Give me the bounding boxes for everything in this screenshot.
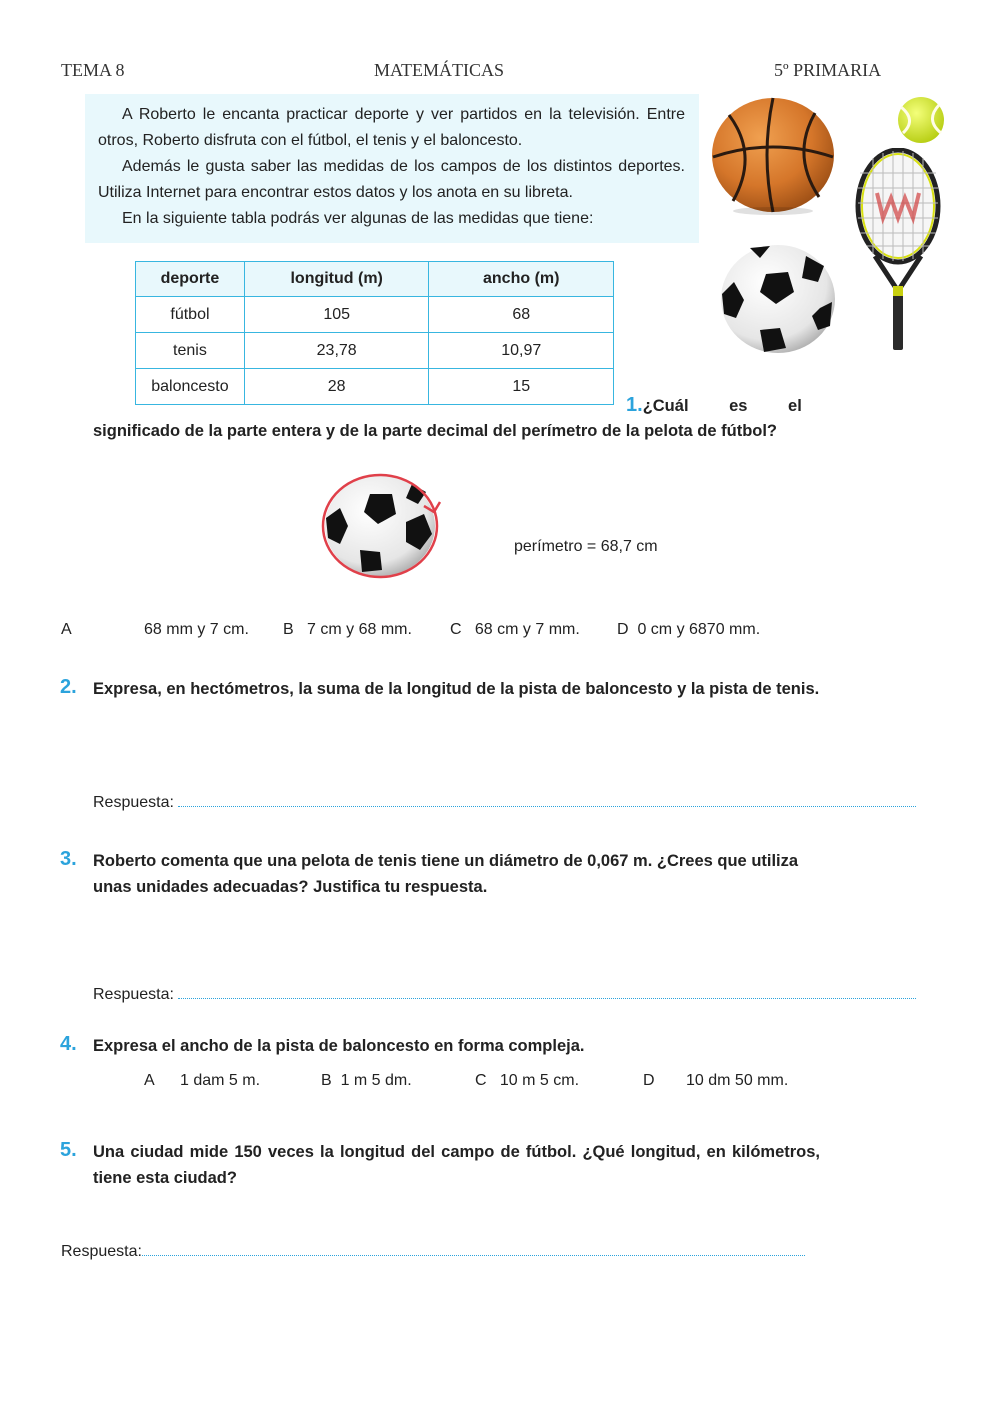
table-cell: 105 — [244, 297, 429, 333]
question-2-number: 2. — [60, 676, 77, 698]
question-1-number: 1. — [626, 394, 643, 416]
table-header-deporte: deporte — [136, 262, 245, 297]
q1-option-d: D 0 cm y 6870 mm. — [617, 621, 761, 638]
table-cell: 15 — [429, 369, 614, 405]
measurements-table — [135, 261, 614, 405]
header-grade: 5º PRIMARIA — [774, 60, 882, 80]
soccer-ball-image — [720, 244, 836, 354]
question-3-answer[interactable] — [93, 984, 916, 1004]
soccer-ball-perimeter-image — [320, 472, 444, 580]
header-tema: TEMA 8 — [61, 60, 125, 80]
q4-option-a: 1 dam 5 m. — [180, 1072, 261, 1089]
q4-option-d: 10 dm 50 mm. — [686, 1072, 789, 1089]
table-cell: fútbol — [136, 297, 245, 333]
table-row — [136, 369, 614, 405]
table-cell: 10,97 — [429, 333, 614, 369]
q4-option-a-letter: A — [144, 1072, 155, 1089]
table-cell: 68 — [429, 297, 614, 333]
question-1-lead: ¿Cuál es el — [642, 397, 802, 415]
answer-label: Respuesta: — [93, 794, 174, 811]
question-3-text: Roberto comenta que una pelota de tenis tiene un diámetro de 0,067 m. ¿Crees que utiliza unas unidades adecuadas? Justifica tu respuesta. — [93, 852, 799, 896]
question-1-lead-line — [626, 393, 820, 419]
intro-paragraph-2: Además le gusta saber las medidas de los campos de los distintos deportes. Utiliza Internet para encontrar estos datos y los anota en su libreta. — [98, 158, 685, 201]
q4-option-d-letter: D — [643, 1072, 655, 1089]
table-row — [136, 297, 614, 333]
question-5-answer[interactable] — [61, 1241, 805, 1261]
table-header-ancho: ancho (m) — [429, 262, 614, 297]
q1-option-a-letter: A — [61, 621, 72, 638]
question-1-text: significado de la parte entera y de la parte decimal del perímetro de la pelota de fútbol? — [93, 422, 778, 440]
intro-paragraph-3: En la siguiente tabla podrás ver algunas de las medidas que tiene: — [122, 210, 594, 227]
tennis-ball-image — [895, 95, 947, 145]
table-cell: baloncesto — [136, 369, 245, 405]
table-header-longitud: longitud (m) — [244, 262, 429, 297]
table-cell: tenis — [136, 333, 245, 369]
question-3-number: 3. — [60, 848, 77, 870]
question-5-text: Una ciudad mide 150 veces la longitud del campo de fútbol. ¿Qué longitud, en kilómetros, tiene esta ciudad? — [93, 1143, 820, 1187]
q4-option-c: C 10 m 5 cm. — [475, 1072, 580, 1089]
question-4-number: 4. — [60, 1033, 77, 1055]
basketball-image — [711, 97, 835, 217]
answer-line[interactable] — [178, 984, 916, 999]
q4-option-b: B 1 m 5 dm. — [321, 1072, 412, 1089]
answer-line[interactable] — [178, 792, 916, 807]
question-5-number: 5. — [60, 1139, 77, 1161]
answer-label: Respuesta: — [93, 986, 174, 1003]
answer-label: Respuesta: — [61, 1243, 142, 1260]
header-subject: MATEMÁTICAS — [374, 60, 505, 80]
table-cell: 28 — [244, 369, 429, 405]
table-cell: 23,78 — [244, 333, 429, 369]
intro-paragraph-1: A Roberto le encanta practicar deporte y ver partidos en la televisión. Entre otros, Roberto disfruta con el fútbol, el tenis y el baloncesto. — [98, 106, 685, 149]
tennis-racket-image — [853, 148, 943, 353]
question-2-text: Expresa, en hectómetros, la suma de la longitud de la pista de baloncesto y la pista de tenis. — [93, 680, 820, 698]
q1-option-a: 68 mm y 7 cm. — [144, 621, 249, 638]
q1-option-b: B 7 cm y 68 mm. — [283, 621, 412, 638]
intro-box — [85, 94, 699, 243]
question-4-text: Expresa el ancho de la pista de baloncesto en forma compleja. — [93, 1037, 585, 1055]
answer-line[interactable] — [142, 1241, 805, 1256]
question-2-answer[interactable] — [93, 792, 916, 812]
table-row — [136, 333, 614, 369]
perimeter-label: perímetro = 68,7 cm — [514, 538, 658, 555]
q1-option-c: C 68 cm y 7 mm. — [450, 621, 580, 638]
